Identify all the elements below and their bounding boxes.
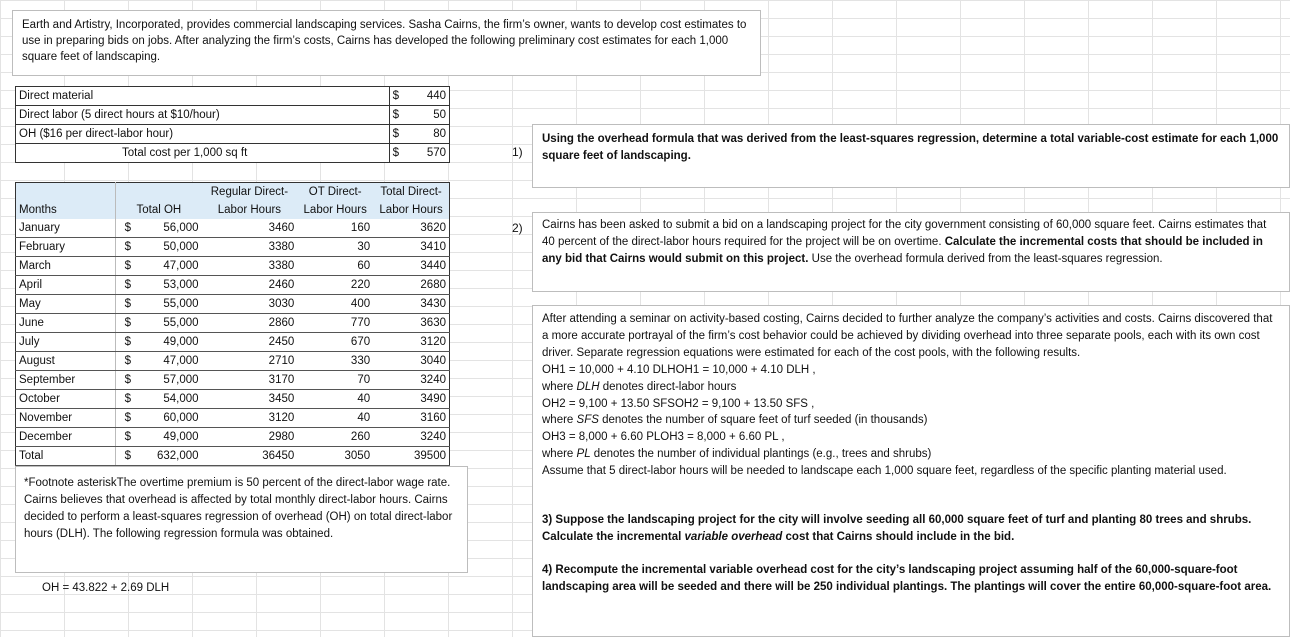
oh-dollar-cell[interactable]: $ <box>116 276 134 295</box>
header-total-oh[interactable]: Total OH <box>116 183 202 220</box>
total-oh-cell[interactable]: 57,000 <box>134 371 202 390</box>
regular-hours-cell[interactable]: 2980 <box>202 428 298 447</box>
total-oh-cell[interactable]: 50,000 <box>134 238 202 257</box>
oh1-where: where DLH denotes direct-labor hours <box>542 380 737 393</box>
total-hours-cell[interactable]: 3440 <box>373 257 449 276</box>
month-cell[interactable]: February <box>16 238 116 257</box>
regular-hours-cell[interactable]: 2860 <box>202 314 298 333</box>
header-total-hours[interactable]: Total Direct- Labor Hours <box>373 183 449 220</box>
abc-textbox[interactable] <box>532 305 1290 637</box>
total-hours-cell[interactable]: 3490 <box>373 390 449 409</box>
oh3-equation: OH3 = 8,000 + 6.60 PLOH3 = 8,000 + 6.60 PL , <box>542 431 785 444</box>
table-row <box>16 276 450 295</box>
oh2-equation: OH2 = 9,100 + 13.50 SFSOH2 = 9,100 + 13.50 SFS , <box>542 397 815 410</box>
table-row <box>16 409 450 428</box>
regular-hours-cell[interactable]: 3030 <box>202 295 298 314</box>
total-oh-cell[interactable]: 53,000 <box>134 276 202 295</box>
cost-dollar[interactable]: $ <box>389 106 406 125</box>
total-hours-cell[interactable]: 3410 <box>373 238 449 257</box>
oh-dollar-cell[interactable]: $ <box>116 333 134 352</box>
table-row <box>16 295 450 314</box>
q1-number[interactable]: 1) <box>512 145 523 159</box>
ot-hours-cell[interactable]: 3050 <box>297 447 373 466</box>
regular-hours-cell[interactable]: 36450 <box>202 447 298 466</box>
header-ot-hours[interactable]: OT Direct- Labor Hours <box>297 183 373 220</box>
total-hours-cell[interactable]: 3240 <box>373 428 449 447</box>
ot-hours-cell[interactable]: 260 <box>297 428 373 447</box>
oh-dollar-cell[interactable]: $ <box>116 390 134 409</box>
total-hours-cell[interactable]: 3240 <box>373 371 449 390</box>
footnote-overtime: *Footnote asteriskThe overtime premium is 50 percent of the direct-labor wage rate. <box>24 477 451 489</box>
month-cell[interactable]: December <box>16 428 116 447</box>
intro-text: Earth and Artistry, Incorporated, provides commercial landscaping services. Sasha Cairns, the firm’s owner, wants to develop cost estimates to use in preparing bids on jobs. After analyzing the firm’s costs, Cairns has developed the following preliminary cost estimates for each 1,000 square feet of landscaping. <box>22 19 747 63</box>
ot-hours-cell[interactable]: 60 <box>297 257 373 276</box>
oh-dollar-cell[interactable]: $ <box>116 314 134 333</box>
regular-hours-cell[interactable]: 3460 <box>202 219 298 238</box>
oh-dollar-cell[interactable]: $ <box>116 219 134 238</box>
table-row <box>16 390 450 409</box>
regular-hours-cell[interactable]: 3170 <box>202 371 298 390</box>
footnote-textbox[interactable] <box>15 466 468 573</box>
footnote-regression: Cairns believes that overhead is affected by total monthly direct-labor hours. Cairns decided to perform a least-squares regression of overhead (OH) on total direct-labor hours (DLH). The following regression formula was obtained. <box>24 494 453 540</box>
table-row <box>16 238 450 257</box>
month-cell[interactable]: September <box>16 371 116 390</box>
total-hours-cell[interactable]: 3040 <box>373 352 449 371</box>
oh-dollar-cell[interactable]: $ <box>116 409 134 428</box>
total-hours-cell[interactable]: 3630 <box>373 314 449 333</box>
q4-text: 4) Recompute the incremental variable overhead cost for the city’s landscaping project assuming half of the 60,000-square-foot landscaping area will be seeded and there will be 250 individual plantings. The plantings will cover the entire 60,000-square-foot area. <box>542 563 1272 593</box>
intro-textbox[interactable] <box>12 10 761 76</box>
cost-row <box>16 106 450 125</box>
ot-hours-cell[interactable]: 330 <box>297 352 373 371</box>
q1-text: Using the overhead formula that was derived from the least-squares regression, determine a total variable-cost estimate for each 1,000 square feet of landscaping. <box>542 133 1279 162</box>
monthly-overhead-table <box>15 182 450 466</box>
cost-row <box>16 87 450 106</box>
cost-dollar[interactable]: $ <box>389 87 406 106</box>
oh-dollar-cell[interactable]: $ <box>116 371 134 390</box>
table-row <box>16 447 450 466</box>
q2-text: Cairns has been asked to submit a bid on a landscaping project for the city government consisting of 60,000 square feet. Cairns estimates that 40 percent of the direct-labor hours required for the project will be on overtime. Calculate the incremental costs that should be included in any bid that Cairns would submit on this project. Use the overhead formula derived from the least-squares regression. <box>542 219 1267 265</box>
abc-intro: After attending a seminar on activity-based costing, Cairns decided to further analyze the company’s activities and costs. Cairns discovered that a more accurate portrayal of the firm’s cost behavior could be achieved by dividing overhead into three separate pools, each with its own cost driver. Separate regression equations were estimated for each of the cost pools, with the following results. <box>542 313 1273 359</box>
ot-hours-cell[interactable]: 770 <box>297 314 373 333</box>
table-row <box>16 219 450 238</box>
cost-estimate-table <box>15 86 450 163</box>
month-cell[interactable]: October <box>16 390 116 409</box>
table-row <box>16 352 450 371</box>
oh-dollar-cell[interactable]: $ <box>116 428 134 447</box>
q2-number[interactable]: 2) <box>512 221 523 235</box>
ot-hours-cell[interactable]: 30 <box>297 238 373 257</box>
total-hours-cell[interactable]: 39500 <box>373 447 449 466</box>
oh2-where: where SFS denotes the number of square feet of turf seeded (in thousands) <box>542 414 928 427</box>
regular-hours-cell[interactable]: 2460 <box>202 276 298 295</box>
total-hours-cell[interactable]: 3430 <box>373 295 449 314</box>
ot-hours-cell[interactable]: 40 <box>297 409 373 428</box>
total-hours-cell[interactable]: 3620 <box>373 219 449 238</box>
regular-hours-cell[interactable]: 3120 <box>202 409 298 428</box>
month-cell[interactable]: November <box>16 409 116 428</box>
total-oh-cell[interactable]: 60,000 <box>134 409 202 428</box>
ot-hours-cell[interactable]: 160 <box>297 219 373 238</box>
cost-value[interactable]: 440 <box>407 87 450 106</box>
total-oh-cell[interactable]: 54,000 <box>134 390 202 409</box>
oh-dollar-cell[interactable]: $ <box>116 257 134 276</box>
cost-total-dollar[interactable]: $ <box>389 144 406 163</box>
total-oh-cell[interactable]: 56,000 <box>134 219 202 238</box>
oh1-equation: OH1 = 10,000 + 4.10 DLHOH1 = 10,000 + 4.10 DLH , <box>542 363 816 376</box>
cost-total-value[interactable]: 570 <box>407 144 450 163</box>
table-row <box>16 314 450 333</box>
regression-formula[interactable]: OH = 43.822 + 2.69 DLH <box>42 582 170 594</box>
cost-row <box>16 125 450 144</box>
month-cell[interactable]: July <box>16 333 116 352</box>
q3-text: 3) Suppose the landscaping project for the city will involve seeding all 60,000 square feet of turf and planting 80 trees and shrubs. Calculate the incremental variable overhead cost that Cairns should include in the bid. <box>542 514 1252 543</box>
month-cell[interactable]: April <box>16 276 116 295</box>
assumption: Assume that 5 direct-labor hours will be needed to landscape each 1,000 square feet, regardless of the specific planting material used. <box>542 465 1227 478</box>
oh-dollar-cell[interactable]: $ <box>116 447 134 466</box>
regular-hours-cell[interactable]: 3450 <box>202 390 298 409</box>
regular-hours-cell[interactable]: 3380 <box>202 238 298 257</box>
cost-label[interactable]: OH ($16 per direct-labor hour) <box>16 125 390 144</box>
header-regular-hours[interactable]: Regular Direct- Labor Hours <box>202 183 298 220</box>
cost-label[interactable]: Direct material <box>16 87 390 106</box>
total-oh-cell[interactable]: 47,000 <box>134 257 202 276</box>
oh-dollar-cell[interactable]: $ <box>116 238 134 257</box>
cost-value[interactable]: 80 <box>407 125 450 144</box>
cost-total-label[interactable]: Total cost per 1,000 sq ft <box>16 144 390 163</box>
table-row <box>16 428 450 447</box>
ot-hours-cell[interactable]: 40 <box>297 390 373 409</box>
month-cell[interactable]: January <box>16 219 116 238</box>
regular-hours-cell[interactable]: 3380 <box>202 257 298 276</box>
q2-textbox[interactable] <box>532 212 1290 292</box>
ot-hours-cell[interactable]: 670 <box>297 333 373 352</box>
total-oh-cell[interactable]: 55,000 <box>134 295 202 314</box>
month-cell[interactable]: March <box>16 257 116 276</box>
q1-textbox[interactable] <box>532 124 1290 188</box>
cost-dollar[interactable]: $ <box>389 125 406 144</box>
total-oh-cell[interactable]: 55,000 <box>134 314 202 333</box>
ot-hours-cell[interactable]: 400 <box>297 295 373 314</box>
oh-dollar-cell[interactable]: $ <box>116 295 134 314</box>
regular-hours-cell[interactable]: 2450 <box>202 333 298 352</box>
total-hours-cell[interactable]: 2680 <box>373 276 449 295</box>
total-oh-cell[interactable]: 49,000 <box>134 333 202 352</box>
total-hours-cell[interactable]: 3160 <box>373 409 449 428</box>
month-cell[interactable]: Total <box>16 447 116 466</box>
month-cell[interactable]: June <box>16 314 116 333</box>
cost-total-row <box>16 144 450 163</box>
total-oh-cell[interactable]: 47,000 <box>134 352 202 371</box>
oh-dollar-cell[interactable]: $ <box>116 352 134 371</box>
total-oh-cell[interactable]: 49,000 <box>134 428 202 447</box>
month-cell[interactable]: August <box>16 352 116 371</box>
table-row <box>16 371 450 390</box>
regular-hours-cell[interactable]: 2710 <box>202 352 298 371</box>
table-row <box>16 257 450 276</box>
header-months[interactable]: Months <box>16 183 116 220</box>
cost-label[interactable]: Direct labor (5 direct hours at $10/hour) <box>16 106 390 125</box>
table-row <box>16 333 450 352</box>
month-cell[interactable]: May <box>16 295 116 314</box>
total-hours-cell[interactable]: 3120 <box>373 333 449 352</box>
table-header-row <box>16 183 450 220</box>
ot-hours-cell[interactable]: 70 <box>297 371 373 390</box>
ot-hours-cell[interactable]: 220 <box>297 276 373 295</box>
cost-value[interactable]: 50 <box>407 106 450 125</box>
total-oh-cell[interactable]: 632,000 <box>134 447 202 466</box>
oh3-where: where PL denotes the number of individual plantings (e.g., trees and shrubs) <box>542 448 932 461</box>
